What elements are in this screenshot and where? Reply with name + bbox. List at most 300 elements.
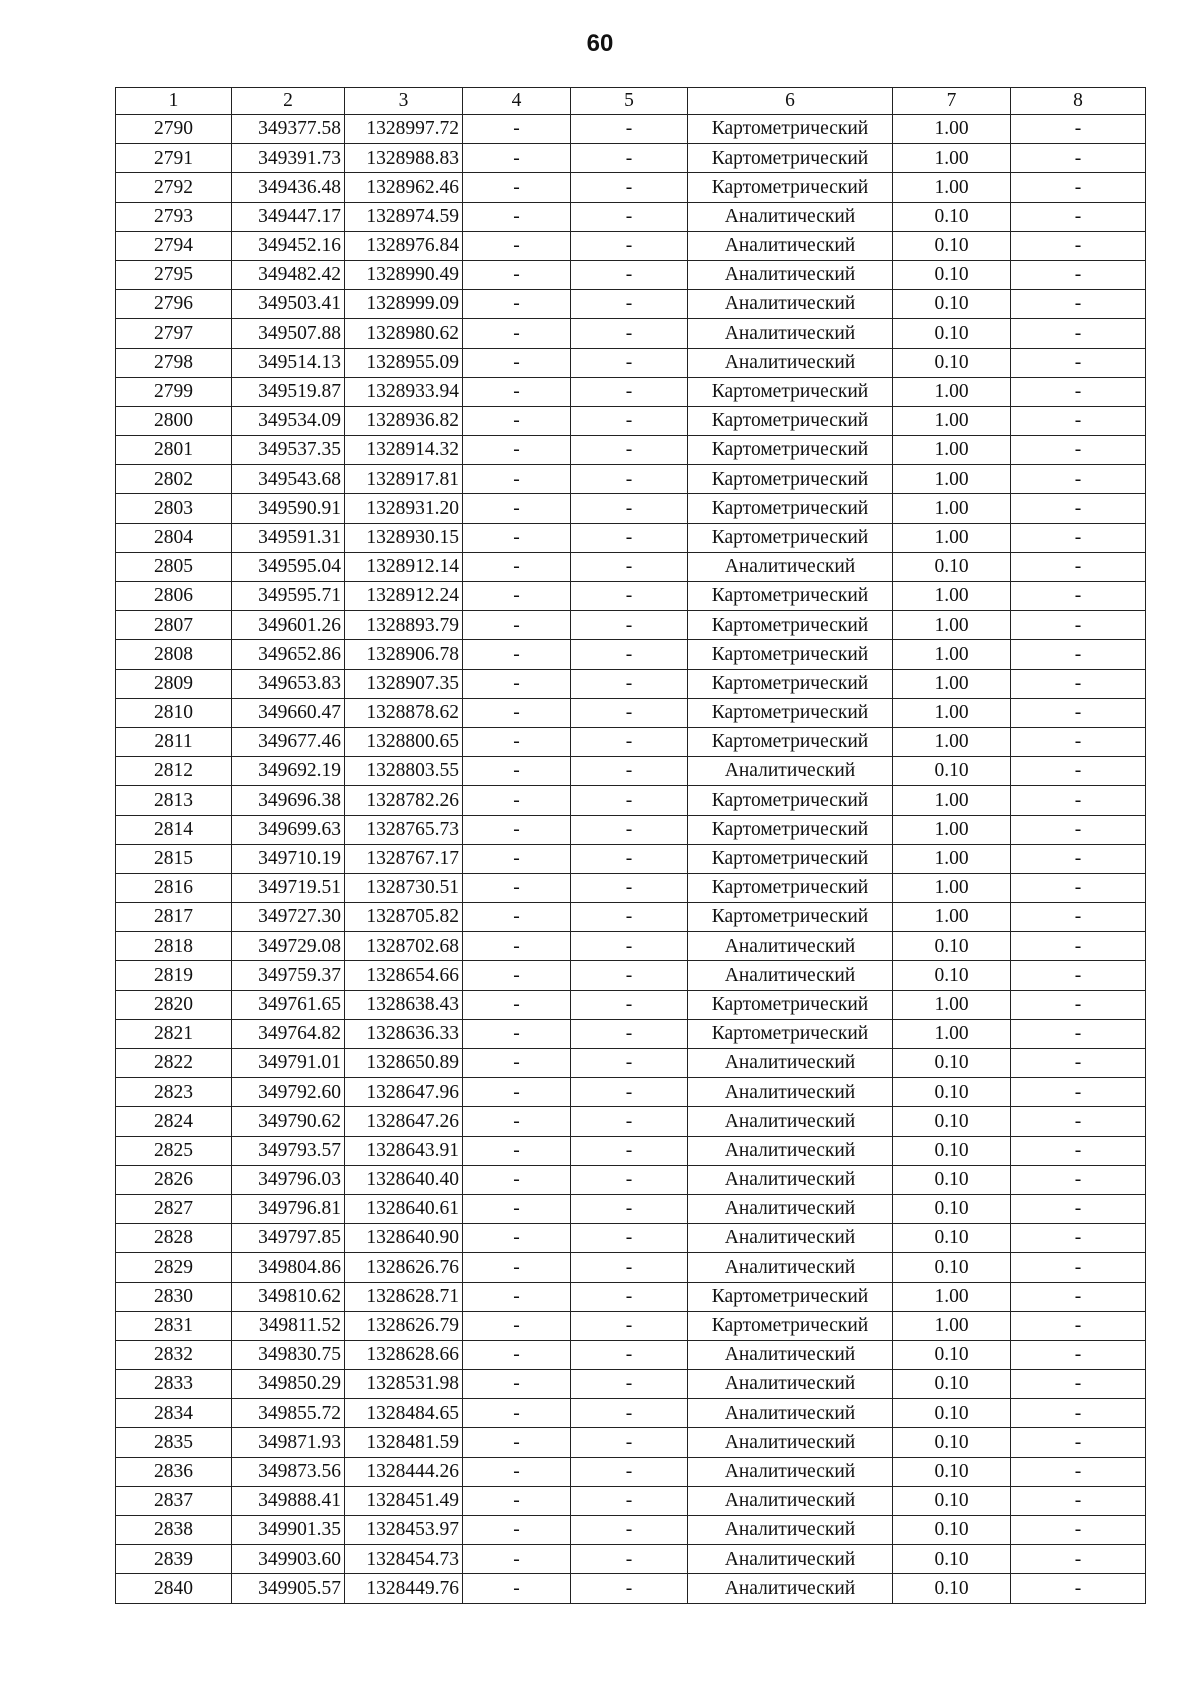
point-number-cell: 2835 [116,1428,232,1457]
col5-cell: - [571,319,688,348]
table-row [116,436,1146,465]
col8-cell: - [1011,1282,1146,1311]
point-number-cell: 2819 [116,961,232,990]
accuracy-cell: 1.00 [893,494,1011,523]
x-coordinate-cell: 349692.19 [232,757,345,786]
col5-cell: - [571,406,688,435]
accuracy-cell: 0.10 [893,1107,1011,1136]
col4-cell: - [463,1165,571,1194]
col8-cell: - [1011,348,1146,377]
x-coordinate-cell: 349482.42 [232,260,345,289]
method-cell: Картометрический [688,786,893,815]
col8-cell: - [1011,1545,1146,1574]
point-number-cell: 2838 [116,1516,232,1545]
x-coordinate-cell: 349503.41 [232,290,345,319]
x-coordinate-cell: 349761.65 [232,990,345,1019]
accuracy-cell: 0.10 [893,231,1011,260]
y-coordinate-cell: 1328628.66 [345,1340,463,1369]
accuracy-cell: 0.10 [893,260,1011,289]
column-header: 6 [688,88,893,115]
accuracy-cell: 0.10 [893,1486,1011,1515]
col4-cell: - [463,611,571,640]
col4-cell: - [463,1224,571,1253]
col8-cell: - [1011,202,1146,231]
y-coordinate-cell: 1328626.76 [345,1253,463,1282]
y-coordinate-cell: 1328481.59 [345,1428,463,1457]
col4-cell: - [463,465,571,494]
table-row [116,231,1146,260]
col8-cell: - [1011,1574,1146,1603]
col4-cell: - [463,1545,571,1574]
y-coordinate-cell: 1328767.17 [345,844,463,873]
table-row [116,144,1146,173]
accuracy-cell: 0.10 [893,1194,1011,1223]
col8-cell: - [1011,115,1146,144]
method-cell: Аналитический [688,290,893,319]
col4-cell: - [463,1457,571,1486]
y-coordinate-cell: 1328907.35 [345,669,463,698]
col4-cell: - [463,348,571,377]
x-coordinate-cell: 349436.48 [232,173,345,202]
accuracy-cell: 1.00 [893,436,1011,465]
col4-cell: - [463,582,571,611]
y-coordinate-cell: 1328453.97 [345,1516,463,1545]
table-row [116,932,1146,961]
method-cell: Аналитический [688,1049,893,1078]
method-cell: Картометрический [688,815,893,844]
table-row [116,1019,1146,1048]
col8-cell: - [1011,1165,1146,1194]
accuracy-cell: 0.10 [893,1224,1011,1253]
table-row [116,1340,1146,1369]
table-row [116,523,1146,552]
y-coordinate-cell: 1328955.09 [345,348,463,377]
method-cell: Аналитический [688,1194,893,1223]
x-coordinate-cell: 349729.08 [232,932,345,961]
point-number-cell: 2809 [116,669,232,698]
col8-cell: - [1011,494,1146,523]
x-coordinate-cell: 349514.13 [232,348,345,377]
method-cell: Аналитический [688,202,893,231]
y-coordinate-cell: 1328997.72 [345,115,463,144]
col5-cell: - [571,552,688,581]
col5-cell: - [571,1165,688,1194]
y-coordinate-cell: 1328647.26 [345,1107,463,1136]
x-coordinate-cell: 349507.88 [232,319,345,348]
y-coordinate-cell: 1328640.61 [345,1194,463,1223]
col5-cell: - [571,757,688,786]
x-coordinate-cell: 349660.47 [232,698,345,727]
point-number-cell: 2818 [116,932,232,961]
table-row [116,319,1146,348]
col4-cell: - [463,844,571,873]
col8-cell: - [1011,669,1146,698]
table-row [116,990,1146,1019]
method-cell: Картометрический [688,377,893,406]
point-number-cell: 2812 [116,757,232,786]
col8-cell: - [1011,1399,1146,1428]
col5-cell: - [571,1545,688,1574]
col5-cell: - [571,290,688,319]
point-number-cell: 2794 [116,231,232,260]
point-number-cell: 2825 [116,1136,232,1165]
point-number-cell: 2800 [116,406,232,435]
point-number-cell: 2814 [116,815,232,844]
y-coordinate-cell: 1328878.62 [345,698,463,727]
method-cell: Аналитический [688,231,893,260]
col4-cell: - [463,552,571,581]
col8-cell: - [1011,990,1146,1019]
method-cell: Картометрический [688,173,893,202]
col8-cell: - [1011,173,1146,202]
method-cell: Аналитический [688,1399,893,1428]
col8-cell: - [1011,903,1146,932]
col8-cell: - [1011,1340,1146,1369]
col5-cell: - [571,1399,688,1428]
col5-cell: - [571,1194,688,1223]
point-number-cell: 2793 [116,202,232,231]
col4-cell: - [463,144,571,173]
y-coordinate-cell: 1328643.91 [345,1136,463,1165]
col5-cell: - [571,494,688,523]
x-coordinate-cell: 349759.37 [232,961,345,990]
col5-cell: - [571,202,688,231]
table-row [116,1428,1146,1457]
point-number-cell: 2797 [116,319,232,348]
point-number-cell: 2798 [116,348,232,377]
col8-cell: - [1011,1136,1146,1165]
accuracy-cell: 0.10 [893,1545,1011,1574]
col4-cell: - [463,903,571,932]
method-cell: Картометрический [688,1282,893,1311]
table-row [116,1486,1146,1515]
x-coordinate-cell: 349595.04 [232,552,345,581]
point-number-cell: 2832 [116,1340,232,1369]
col5-cell: - [571,1516,688,1545]
x-coordinate-cell: 349796.03 [232,1165,345,1194]
point-number-cell: 2824 [116,1107,232,1136]
col5-cell: - [571,436,688,465]
column-header: 3 [345,88,463,115]
accuracy-cell: 1.00 [893,903,1011,932]
col5-cell: - [571,523,688,552]
col4-cell: - [463,1253,571,1282]
col8-cell: - [1011,727,1146,756]
point-number-cell: 2820 [116,990,232,1019]
method-cell: Картометрический [688,611,893,640]
column-header: 4 [463,88,571,115]
table-row [116,260,1146,289]
point-number-cell: 2806 [116,582,232,611]
table-row [116,1049,1146,1078]
point-number-cell: 2839 [116,1545,232,1574]
table-row [116,727,1146,756]
col5-cell: - [571,1078,688,1107]
x-coordinate-cell: 349696.38 [232,786,345,815]
method-cell: Аналитический [688,1340,893,1369]
table-row [116,1165,1146,1194]
col8-cell: - [1011,465,1146,494]
method-cell: Картометрический [688,1019,893,1048]
table-row [116,1516,1146,1545]
col8-cell: - [1011,1370,1146,1399]
col8-cell: - [1011,1019,1146,1048]
col4-cell: - [463,173,571,202]
y-coordinate-cell: 1328636.33 [345,1019,463,1048]
y-coordinate-cell: 1328800.65 [345,727,463,756]
col4-cell: - [463,815,571,844]
col8-cell: - [1011,377,1146,406]
col8-cell: - [1011,319,1146,348]
y-coordinate-cell: 1328702.68 [345,932,463,961]
method-cell: Аналитический [688,1078,893,1107]
accuracy-cell: 1.00 [893,144,1011,173]
col4-cell: - [463,786,571,815]
x-coordinate-cell: 349543.68 [232,465,345,494]
col4-cell: - [463,1078,571,1107]
accuracy-cell: 1.00 [893,640,1011,669]
table-row [116,1194,1146,1223]
col4-cell: - [463,990,571,1019]
method-cell: Картометрический [688,903,893,932]
point-number-cell: 2837 [116,1486,232,1515]
method-cell: Аналитический [688,1574,893,1603]
method-cell: Картометрический [688,669,893,698]
x-coordinate-cell: 349447.17 [232,202,345,231]
point-number-cell: 2830 [116,1282,232,1311]
point-number-cell: 2792 [116,173,232,202]
point-number-cell: 2826 [116,1165,232,1194]
x-coordinate-cell: 349810.62 [232,1282,345,1311]
y-coordinate-cell: 1328976.84 [345,231,463,260]
column-header: 1 [116,88,232,115]
accuracy-cell: 1.00 [893,465,1011,494]
col5-cell: - [571,698,688,727]
x-coordinate-cell: 349797.85 [232,1224,345,1253]
col5-cell: - [571,815,688,844]
accuracy-cell: 1.00 [893,377,1011,406]
accuracy-cell: 0.10 [893,961,1011,990]
y-coordinate-cell: 1328988.83 [345,144,463,173]
y-coordinate-cell: 1328893.79 [345,611,463,640]
table-row [116,494,1146,523]
col5-cell: - [571,582,688,611]
accuracy-cell: 1.00 [893,1019,1011,1048]
x-coordinate-cell: 349804.86 [232,1253,345,1282]
col4-cell: - [463,1516,571,1545]
col4-cell: - [463,231,571,260]
method-cell: Картометрический [688,1311,893,1340]
col4-cell: - [463,640,571,669]
y-coordinate-cell: 1328914.32 [345,436,463,465]
x-coordinate-cell: 349677.46 [232,727,345,756]
y-coordinate-cell: 1328980.62 [345,319,463,348]
col4-cell: - [463,669,571,698]
method-cell: Картометрический [688,436,893,465]
table-row [116,552,1146,581]
table-row [116,903,1146,932]
x-coordinate-cell: 349905.57 [232,1574,345,1603]
col8-cell: - [1011,873,1146,902]
col8-cell: - [1011,611,1146,640]
accuracy-cell: 0.10 [893,1428,1011,1457]
column-header: 5 [571,88,688,115]
accuracy-cell: 1.00 [893,1311,1011,1340]
col4-cell: - [463,1282,571,1311]
col5-cell: - [571,1136,688,1165]
table-header-row [116,88,1146,115]
accuracy-cell: 0.10 [893,1136,1011,1165]
col5-cell: - [571,1428,688,1457]
accuracy-cell: 1.00 [893,1282,1011,1311]
col5-cell: - [571,144,688,173]
x-coordinate-cell: 349601.26 [232,611,345,640]
col8-cell: - [1011,1457,1146,1486]
x-coordinate-cell: 349452.16 [232,231,345,260]
x-coordinate-cell: 349699.63 [232,815,345,844]
point-number-cell: 2808 [116,640,232,669]
y-coordinate-cell: 1328782.26 [345,786,463,815]
method-cell: Аналитический [688,1253,893,1282]
method-cell: Аналитический [688,1224,893,1253]
col5-cell: - [571,260,688,289]
x-coordinate-cell: 349871.93 [232,1428,345,1457]
y-coordinate-cell: 1328638.43 [345,990,463,1019]
table-body [116,88,1146,1604]
method-cell: Картометрический [688,698,893,727]
col5-cell: - [571,1282,688,1311]
col4-cell: - [463,757,571,786]
x-coordinate-cell: 349537.35 [232,436,345,465]
col8-cell: - [1011,961,1146,990]
table-row [116,348,1146,377]
accuracy-cell: 1.00 [893,115,1011,144]
method-cell: Картометрический [688,990,893,1019]
y-coordinate-cell: 1328640.90 [345,1224,463,1253]
y-coordinate-cell: 1328626.79 [345,1311,463,1340]
col4-cell: - [463,1399,571,1428]
col5-cell: - [571,873,688,902]
y-coordinate-cell: 1328449.76 [345,1574,463,1603]
point-number-cell: 2833 [116,1370,232,1399]
y-coordinate-cell: 1328930.15 [345,523,463,552]
y-coordinate-cell: 1328654.66 [345,961,463,990]
col4-cell: - [463,961,571,990]
y-coordinate-cell: 1328730.51 [345,873,463,902]
col5-cell: - [571,1049,688,1078]
method-cell: Картометрический [688,465,893,494]
col4-cell: - [463,319,571,348]
col4-cell: - [463,1107,571,1136]
table-row [116,611,1146,640]
table-row [116,961,1146,990]
x-coordinate-cell: 349790.62 [232,1107,345,1136]
col4-cell: - [463,1428,571,1457]
col5-cell: - [571,903,688,932]
col4-cell: - [463,260,571,289]
method-cell: Картометрический [688,727,893,756]
accuracy-cell: 0.10 [893,757,1011,786]
y-coordinate-cell: 1328912.14 [345,552,463,581]
accuracy-cell: 1.00 [893,406,1011,435]
point-number-cell: 2829 [116,1253,232,1282]
x-coordinate-cell: 349811.52 [232,1311,345,1340]
col4-cell: - [463,873,571,902]
x-coordinate-cell: 349391.73 [232,144,345,173]
method-cell: Картометрический [688,494,893,523]
y-coordinate-cell: 1328906.78 [345,640,463,669]
table-row [116,115,1146,144]
col8-cell: - [1011,1224,1146,1253]
table-row [116,377,1146,406]
x-coordinate-cell: 349727.30 [232,903,345,932]
y-coordinate-cell: 1328933.94 [345,377,463,406]
accuracy-cell: 1.00 [893,669,1011,698]
table-row [116,202,1146,231]
method-cell: Аналитический [688,961,893,990]
method-cell: Аналитический [688,1545,893,1574]
method-cell: Картометрический [688,406,893,435]
x-coordinate-cell: 349591.31 [232,523,345,552]
y-coordinate-cell: 1328912.24 [345,582,463,611]
col8-cell: - [1011,582,1146,611]
col5-cell: - [571,1340,688,1369]
col4-cell: - [463,1340,571,1369]
col8-cell: - [1011,231,1146,260]
y-coordinate-cell: 1328936.82 [345,406,463,435]
point-number-cell: 2799 [116,377,232,406]
point-number-cell: 2817 [116,903,232,932]
col5-cell: - [571,1457,688,1486]
x-coordinate-cell: 349653.83 [232,669,345,698]
table-row [116,1545,1146,1574]
col8-cell: - [1011,932,1146,961]
method-cell: Картометрический [688,144,893,173]
col5-cell: - [571,231,688,260]
accuracy-cell: 0.10 [893,1370,1011,1399]
x-coordinate-cell: 349764.82 [232,1019,345,1048]
method-cell: Аналитический [688,932,893,961]
y-coordinate-cell: 1328931.20 [345,494,463,523]
coordinates-table [115,87,1146,1604]
col5-cell: - [571,961,688,990]
column-header: 8 [1011,88,1146,115]
table-row [116,1574,1146,1603]
point-number-cell: 2831 [116,1311,232,1340]
point-number-cell: 2796 [116,290,232,319]
col4-cell: - [463,1370,571,1399]
accuracy-cell: 0.10 [893,1399,1011,1428]
point-number-cell: 2828 [116,1224,232,1253]
col5-cell: - [571,377,688,406]
x-coordinate-cell: 349590.91 [232,494,345,523]
point-number-cell: 2807 [116,611,232,640]
table-row [116,1224,1146,1253]
table-row [116,1311,1146,1340]
accuracy-cell: 1.00 [893,786,1011,815]
accuracy-cell: 0.10 [893,202,1011,231]
point-number-cell: 2822 [116,1049,232,1078]
point-number-cell: 2823 [116,1078,232,1107]
method-cell: Аналитический [688,319,893,348]
point-number-cell: 2790 [116,115,232,144]
col4-cell: - [463,377,571,406]
col5-cell: - [571,1574,688,1603]
table-row [116,582,1146,611]
accuracy-cell: 1.00 [893,523,1011,552]
accuracy-cell: 0.10 [893,319,1011,348]
col8-cell: - [1011,757,1146,786]
